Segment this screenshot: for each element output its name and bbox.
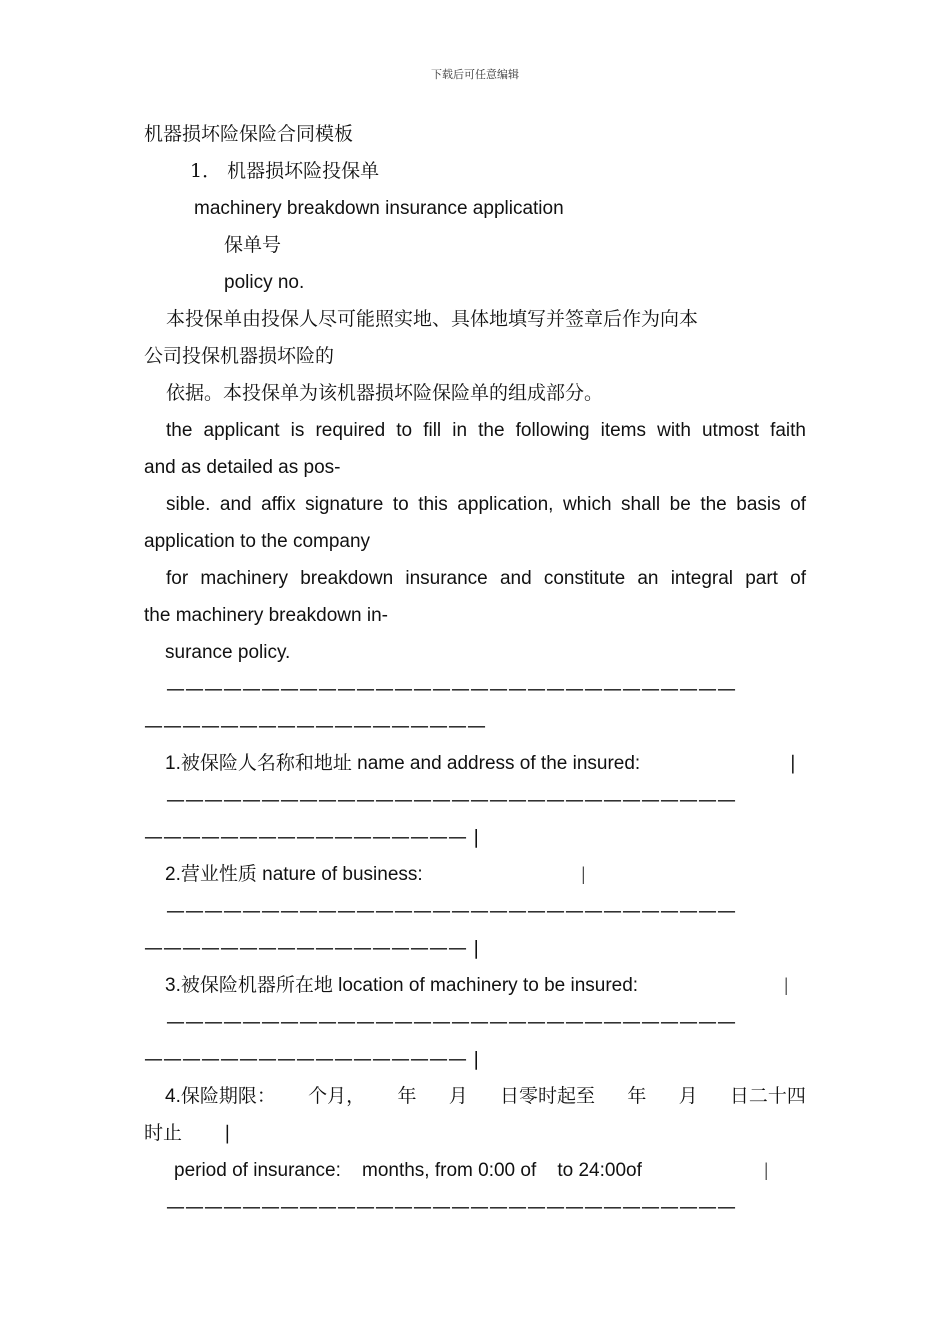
- field-border-mark: |: [789, 752, 796, 774]
- intro-paragraph-cn-line: 依据。本投保单为该机器损坏险保险单的组成部分。: [166, 382, 604, 404]
- form-item-insurance-period: [144, 1078, 806, 1115]
- month-label: 月: [678, 1086, 698, 1107]
- year-label: 年: [397, 1086, 417, 1107]
- separator-line: ——————————————————————————————: [166, 1196, 736, 1218]
- intro-paragraph-cn-line: 本投保单由投保人尽可能照实地、具体地填写并签章后作为向本: [166, 308, 699, 330]
- form-item-insurance-period-end: [144, 1115, 806, 1152]
- separator-line: ————————————————— |: [144, 826, 480, 848]
- policy-number-label: 保单号: [224, 234, 282, 256]
- section-heading: 1． 机器损坏险投保单: [190, 160, 380, 182]
- intro-paragraph-en-line: sible. and affix signature to this application, which shall be the basis of: [166, 494, 806, 515]
- form-item-machinery-location: [144, 967, 806, 1004]
- intro-paragraph-en-line: application to the company: [144, 531, 371, 552]
- separator-line: ——————————————————: [144, 715, 486, 737]
- intro-paragraph-en-line: surance policy.: [165, 642, 291, 663]
- form-item-label: 2.营业性质 nature of business:: [165, 864, 423, 885]
- day-from-label: 日零时起至: [500, 1086, 596, 1107]
- document-title: 机器损坏险保险合同模板: [144, 123, 354, 145]
- separator-line: ——————————————————————————————: [166, 789, 736, 811]
- separator-line: ——————————————————————————————: [166, 1011, 736, 1033]
- field-border-mark: |: [581, 864, 586, 885]
- form-item-label-en: period of insurance: months, from 0:00 of to 24:00of: [174, 1160, 642, 1181]
- intro-paragraph-en-line: for machinery breakdown insurance and constitute an integral part of: [166, 568, 806, 589]
- separator-line: ——————————————————————————————: [166, 678, 736, 700]
- form-item-insurance-period-en: [144, 1152, 806, 1189]
- field-border-mark: |: [224, 1122, 231, 1144]
- form-item-business-nature: [144, 856, 806, 893]
- intro-paragraph-en-line: and as detailed as pos-: [144, 457, 341, 478]
- day-to-label: 日二十四: [729, 1086, 806, 1107]
- form-item-insured-name: [144, 745, 806, 782]
- months-label: 个月，: [308, 1086, 366, 1107]
- form-item-label: 3.被保险机器所在地 location of machinery to be insured:: [165, 975, 639, 996]
- intro-paragraph-en-line: the machinery breakdown in-: [144, 605, 388, 626]
- form-item-label: 1.被保险人名称和地址 name and address of the insured:: [165, 753, 641, 774]
- policy-number-label-en: policy no.: [224, 272, 305, 293]
- year-label: 年: [627, 1086, 647, 1107]
- document-body: [144, 116, 806, 1226]
- form-item-label: 4.保险期限：: [165, 1086, 276, 1107]
- intro-paragraph-cn-line: 公司投保机器损坏险的: [144, 345, 335, 367]
- field-border-mark: |: [784, 975, 788, 996]
- intro-paragraph-en-line: the applicant is required to fill in the following items with utmost faith: [166, 420, 806, 441]
- separator-line: ——————————————————————————————: [166, 900, 736, 922]
- section-heading-en: machinery breakdown insurance application: [194, 198, 564, 219]
- month-label: 月: [448, 1086, 468, 1107]
- field-border-mark: |: [764, 1160, 768, 1181]
- period-end-label: 时止: [144, 1122, 183, 1144]
- page-header: 下载后可任意编辑: [431, 68, 519, 81]
- separator-line: ————————————————— |: [144, 1048, 480, 1070]
- separator-line: ————————————————— |: [144, 937, 480, 959]
